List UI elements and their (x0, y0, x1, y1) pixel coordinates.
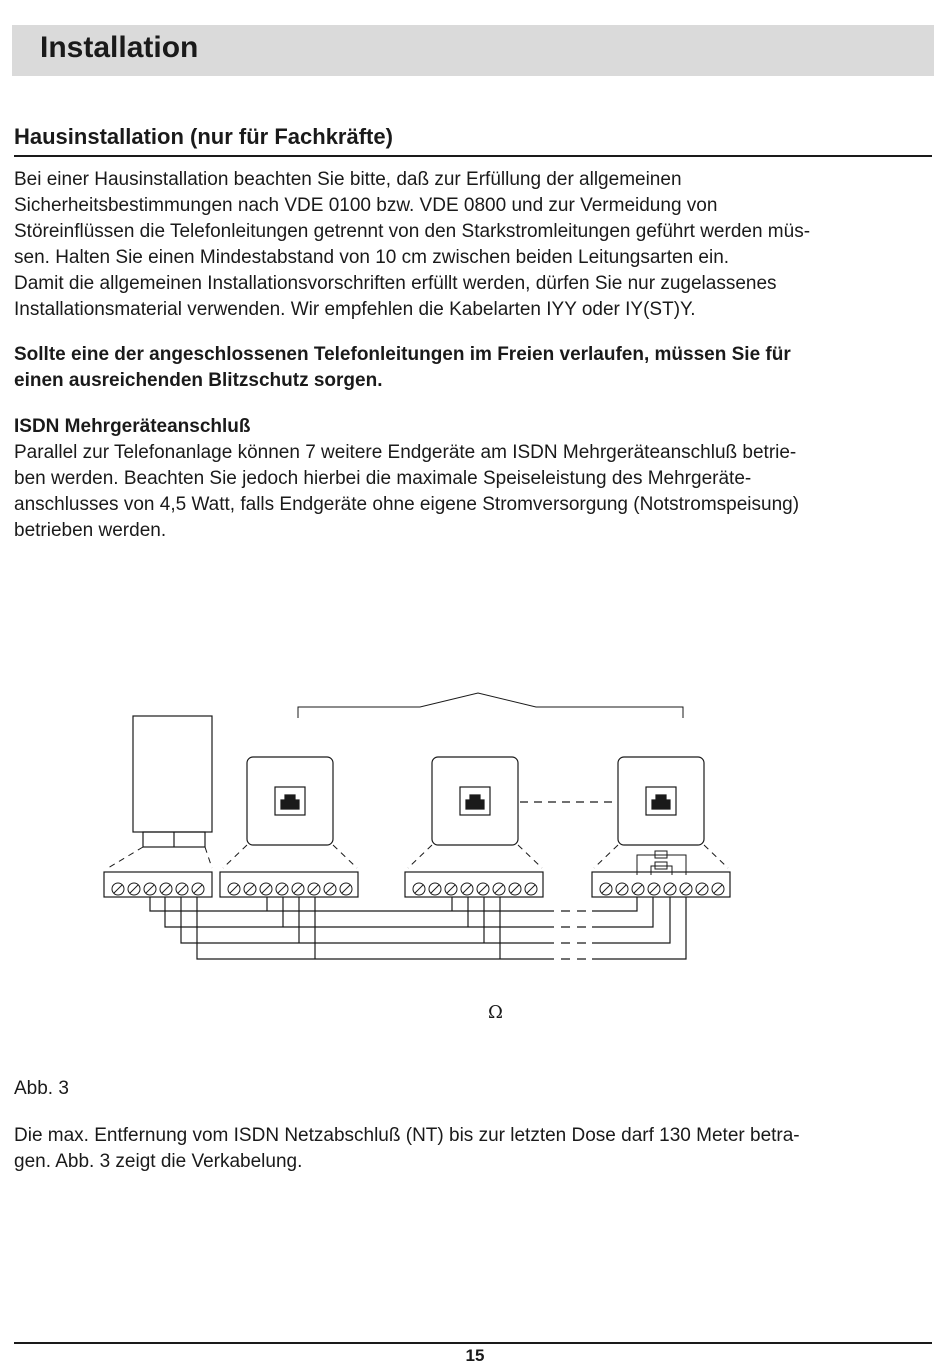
terminal-block-icon (104, 872, 212, 897)
closing-paragraph (14, 1123, 934, 1175)
page-header-bar (12, 25, 934, 76)
isdn-socket-icon (618, 757, 704, 845)
text-line: Installationsmaterial verwenden. Wir empfehlen die Kabelarten IYY oder IY(ST)Y. (14, 299, 696, 320)
text-line: Parallel zur Telefonanlage können 7 weitere Endgeräte am ISDN Mehrgeräteanschluß betrie- (14, 442, 797, 463)
lightning-warning (14, 342, 934, 394)
isdn-socket-icon (432, 757, 518, 845)
text-line: einen ausreichenden Blitzschutz sorgen. (14, 370, 383, 391)
isdn-section (14, 414, 934, 544)
nt-unit-icon (133, 716, 212, 847)
page-number: 15 (465, 1346, 485, 1365)
section-heading-rule (14, 155, 932, 157)
terminal-block-icon (220, 872, 358, 897)
figure-caption (14, 1076, 934, 1102)
text-line: gen. Abb. 3 zeigt die Verkabelung. (14, 1151, 303, 1172)
footer-rule (14, 1342, 932, 1344)
text-line: ben werden. Beachten Sie jedoch hierbei die maximale Speiseleistung des Mehrgeräte- (14, 468, 752, 489)
terminal-block-icon (592, 872, 730, 897)
text-line: Sicherheitsbestimmungen nach VDE 0100 bzw. VDE 0800 und zur Vermeidung von (14, 195, 718, 216)
isdn-socket-icon (247, 757, 333, 845)
projection-lines (108, 845, 728, 868)
section-heading: Hausinstallation (nur für Fachkräfte) (14, 124, 393, 149)
isdn-heading: ISDN Mehrgeräteanschluß (14, 416, 251, 437)
caption-text: Abb. 3 (14, 1078, 69, 1099)
text-line: anschlusses von 4,5 Watt, falls Endgeräte ohne eigene Stromversorgung (Notstromspeisung) (14, 494, 800, 515)
intro-paragraph (14, 167, 934, 323)
terminal-block-icon (405, 872, 543, 897)
text-line: betrieben werden. (14, 520, 167, 541)
text-line: Die max. Entfernung vom ISDN Netzabschluß (NT) bis zur letzten Dose darf 130 Meter betra- (14, 1125, 800, 1146)
wiring-diagram (0, 680, 950, 980)
text-line: Störeinflüssen die Telefonleitungen getrennt von den Starkstromleitungen geführt werden müs- (14, 221, 811, 242)
text-line: Bei einer Hausinstallation beachten Sie bitte, daß zur Erfüllung der allgemeinen (14, 169, 682, 190)
page-title: Installation (40, 31, 199, 64)
text-line: Damit die allgemeinen Installationsvorschriften erfüllt werden, dürfen Sie nur zugelassenes (14, 273, 777, 294)
ohm-symbol: Ω (488, 1002, 503, 1023)
text-line: sen. Halten Sie einen Mindestabstand von 10 cm zwischen beiden Leitungsarten ein. (14, 247, 730, 268)
socket-group-brace (298, 693, 683, 718)
bus-wires (150, 897, 686, 959)
text-line: Sollte eine der angeschlossenen Telefonleitungen im Freien verlaufen, müssen Sie für (14, 344, 791, 365)
